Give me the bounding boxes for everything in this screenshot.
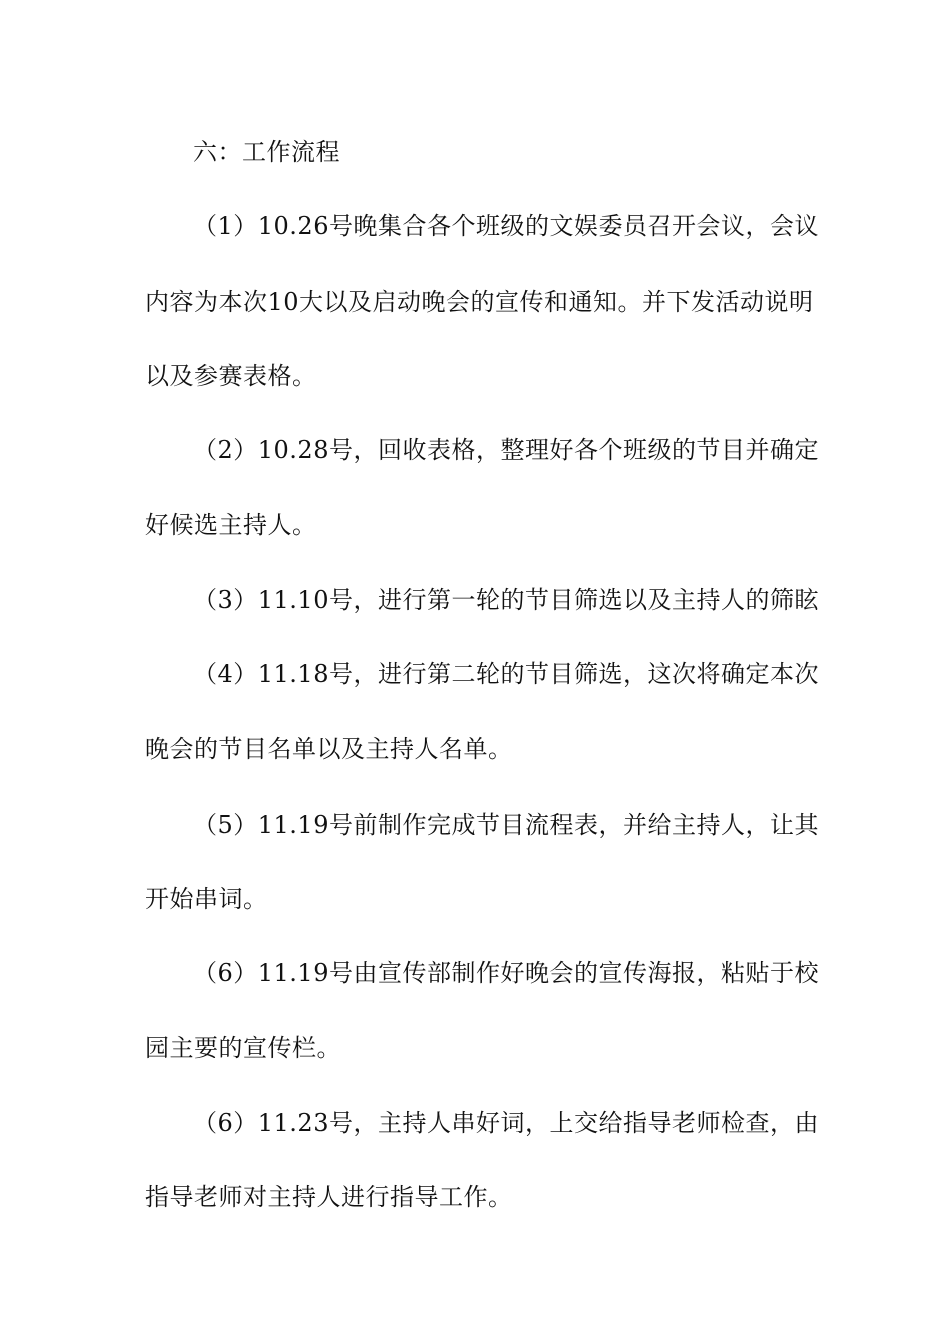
paragraph-line: （3）11.10号，进行第一轮的节目筛选以及主持人的筛眩 bbox=[193, 586, 819, 614]
paragraph-line: （5）11.19号前制作完成节目流程表，并给主持人，让其 bbox=[193, 811, 819, 839]
paragraph-line: （1）10.26号晚集合各个班级的文娱委员召开会议，会议 bbox=[193, 212, 819, 240]
paragraph-line: （6）11.23号，主持人串好词，上交给指导老师检查，由 bbox=[193, 1109, 819, 1137]
section-heading: 六：工作流程 bbox=[193, 138, 340, 166]
paragraph-line: 内容为本次10大以及启动晚会的宣传和通知。并下发活动说明 bbox=[145, 288, 814, 316]
paragraph-line: 开始串词。 bbox=[145, 885, 268, 913]
paragraph-line: 指导老师对主持人进行指导工作。 bbox=[145, 1183, 513, 1211]
paragraph-line: （6）11.19号由宣传部制作好晚会的宣传海报，粘贴于校 bbox=[193, 959, 819, 987]
paragraph-line: 好候选主持人。 bbox=[145, 511, 317, 539]
paragraph-line: （2）10.28号，回收表格，整理好各个班级的节目并确定 bbox=[193, 436, 819, 464]
paragraph-line: 以及参赛表格。 bbox=[145, 362, 317, 390]
paragraph-line: 园主要的宣传栏。 bbox=[145, 1034, 341, 1062]
paragraph-line: 晚会的节目名单以及主持人名单。 bbox=[145, 735, 513, 763]
paragraph-line: （4）11.18号，进行第二轮的节目筛选，这次将确定本次 bbox=[193, 660, 819, 688]
